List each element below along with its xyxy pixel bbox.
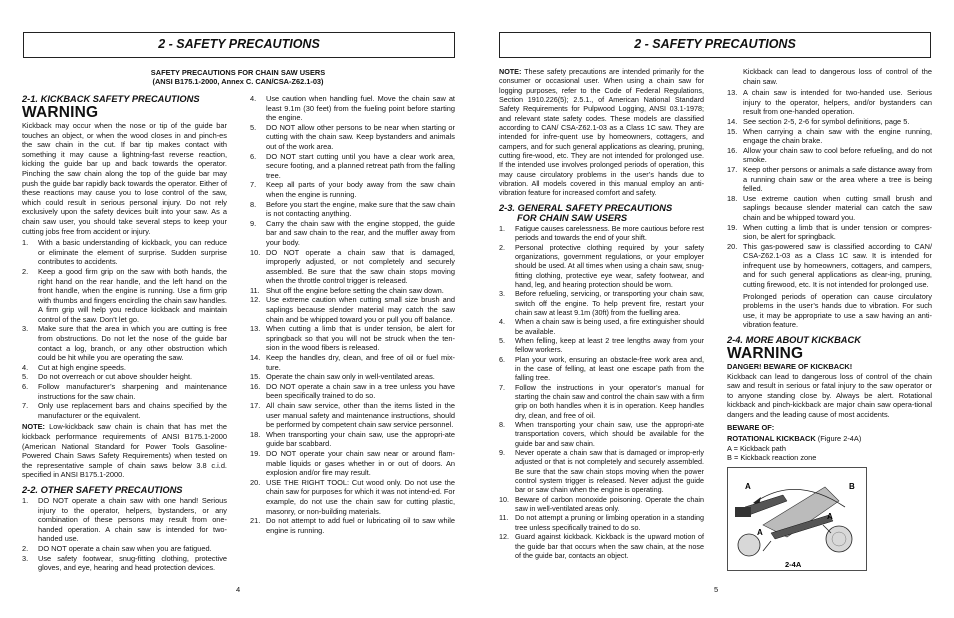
list-item [499,383,704,420]
list-item-number: 13. [250,324,261,334]
list-item [499,448,704,495]
list-item-number: 6. [22,382,29,392]
rotational-kickback-line [727,434,932,444]
list-item-number: 18. [250,429,261,439]
list-item-number: 1. [22,238,29,248]
item-12-continued: Kickback can lead to dangerous loss of control of the chain saw. [743,67,932,86]
list-item-text: Keep other persons or animals a safe distance away from a running chain saw or the area where a tree is being felled. [743,164,932,194]
list-item-text: Operate the chain saw only in well-ventilated areas. [266,372,435,382]
kickback-paragraph: Kickback may occur when the nose or tip of the guide bar touches an object, or when the wood closes in and pinch-es the saw chain in the cut. If bar tip makes contact with something it may cause a lightning-fast reverse reaction, kicking the guide bar up and back towards the operator. Pinching the saw chain along the top of the guide bar may push the guide bar rapidly back towards the operator. Either of these reactions may cause you to lose control of the saw, which could result in serious personal injury. Do not rely exclusively upon the safety devices built into your saw. As a chain saw user, you should take several steps to keep your cutting jobs free from accident or injury. [22,121,227,236]
list-item-text: DO NOT operate a chain saw in a tree unless you have been specifically trained to do so. [266,381,455,401]
list-item [499,317,704,336]
warning-heading: WARNING [22,104,99,121]
list-item [499,289,704,317]
list-item [727,146,932,165]
list-item-text: Do not attempt a pruning or limbing operation in a standing tree unless specifically trained to do so. [515,513,704,532]
list-item-number: 6. [250,151,257,161]
list-item [22,544,227,554]
list-item [250,200,455,219]
list-item [250,248,455,286]
low-kickback-note [22,422,227,480]
list-item-text: When cutting a limb that is under tension, be alert for springback so that you will not be struck when the ten-sion in the wood fibers is released. [266,324,455,353]
list-item-number: 12. [499,532,509,542]
list-item [727,242,932,290]
list-item [727,165,932,194]
list-item-text: Shut off the engine before setting the chain saw down. [266,285,444,295]
section-2-3-heading [499,203,704,223]
right-column-2 [727,67,932,574]
list-item [499,336,704,355]
intro-standard: (ANSI B175.1-2000, Annex C. CAN/CSA-Z62.1-03) [152,77,324,86]
list-item-text: Do not attempt to add fuel or lubricating oil to saw while engine is running. [266,516,455,535]
list-item-number: 19. [250,448,261,458]
list-item-text: Cut at high engine speeds. [38,362,126,372]
list-item-number: 10. [499,494,509,504]
right-column-1 [499,67,704,562]
list-item-text: Fatigue causes carelessness. Be more cautious before rest periods and towards the end of your shift. [515,223,704,243]
section-2-3-line1: 2-3. GENERAL SAFETY PRECAUTIONS [499,202,673,213]
list-item [727,117,932,127]
list-item-number: 19. [727,222,738,232]
list-item-text: Never operate a chain saw that is damaged or improp-erly adjusted or that is not completely and securely assembled. Be sure that the saw chain stops moving when the power control system trigger is released. Never adjust the guide bar or saw chain when the engine is operating. [515,448,704,495]
list-item [250,372,455,382]
left-page-header: 2 - SAFETY PRECAUTIONS [23,32,455,58]
beware-label: BEWARE OF: [727,422,775,432]
list-item [250,516,455,535]
list-item-number: 14. [250,353,261,363]
list-item-text: Follow manufacturer’s sharpening and maintenance instructions for the saw chain. [38,382,227,401]
list-item [250,123,455,152]
list-item-number: 2. [499,242,505,252]
list-item [22,401,227,420]
list-item-text: When transporting your chain saw, use the appropri-ate guide bar scabbard. [266,429,455,449]
list-item-text: Before refueling, servicing, or transporting your chain saw, switch off the engine. To help prevent fire, restart your chain saw at least 9.1m (30ft) from the fuelling area. [515,289,704,317]
list-item-number: 7. [499,382,505,392]
list-item-text: When cutting a limb that is under tension or compres-sion, be alert for springback. [743,222,932,242]
saw-body-upper [735,507,751,517]
list-item-text: Keep the handles dry, clean, and free of oil or fuel mix-ture. [266,353,455,372]
figure-label-a-right: A [827,511,833,521]
general-safety-list [499,224,704,560]
left-intro [22,68,454,86]
rotational-kickback-label: ROTATIONAL KICKBACK [727,434,816,444]
list-item [250,94,455,123]
list-item-number: 11. [499,513,509,523]
list-item-text: When felling, keep at least 2 tree lengths away from your fellow workers. [515,335,704,355]
list-item [22,554,227,573]
list-item [22,372,227,382]
list-item-number: 4. [22,362,29,372]
list-item-text: Use caution when handling fuel. Move the chain saw at least 9.1m (30 feet) from the fueling point before starting the engine. [266,94,455,123]
list-item-text: Allow your chain saw to cool before refueling, and do not smoke. [743,145,932,165]
list-item-number: 20. [250,477,261,487]
page-number: 4 [236,585,241,594]
item-20-continued: Prolonged periods of operation can cause circulatory problems in the user’s hands due to vibration. For such use, it may be appropriate to use a saw having an anti-vibration feature. [743,291,932,330]
list-item [727,194,932,223]
list-item [250,152,455,181]
list-item-number: 13. [727,88,738,98]
legend-b: B = Kickback reaction zone [727,453,817,463]
logging-note [499,67,704,198]
list-item-number: 8. [250,199,257,209]
figure-caption: 2-4A [785,559,802,569]
list-item-text: DO NOT operate a chain saw with one hand! Serious injury to the operator, helpers, bystanders, or any combination of these persons may result from one-handed operation. A chain saw is intended for two-handed use. [38,495,227,544]
list-item-number: 5. [499,335,505,345]
list-item-text: See section 2-5, 2-6 for symbol definitions, page 5. [743,116,910,126]
list-item [499,495,704,514]
list-item-number: 20. [727,241,738,251]
list-item [727,223,932,242]
list-item [499,243,704,290]
section-2-4-heading: 2-4. MORE ABOUT KICKBACK [727,335,861,346]
list-item-number: 15. [727,126,738,136]
list-item-number: 10. [250,247,261,257]
list-item-number: 8. [499,420,505,430]
list-item-text: Keep all parts of your body away from the saw chain when the engine is running. [266,180,455,199]
kickback-list [22,238,227,420]
list-item [22,363,227,373]
list-item-text: DO NOT operate a chain saw that is damaged, improperly adjusted, or not completely and securely assembled. Be sure that the saw chain stops moving when the throttle control trigger is released. [266,247,455,286]
list-item-text: Plan your work, ensuring an obstacle-free work area and, in the case of felling, at least one escape path from the falling tree. [515,354,704,383]
list-item [250,382,455,401]
danger-line: DANGER! BEWARE OF KICKBACK! [727,362,853,372]
right-page-header: 2 - SAFETY PRECAUTIONS [499,32,931,58]
list-item [499,513,704,532]
page-number: 5 [714,585,719,594]
list-item-number: 7. [250,180,257,190]
list-item-text: When a chain saw is being used, a fire extinguisher should be available. [515,317,704,336]
warning-heading: WARNING [727,345,804,363]
list-item-text: Personal protective clothing required by your safety organizations, government regulations, or your employer should be used. At all times when using a chain saw, snug-fitting clothing, protective eye wear, safety footwear, and hand, leg, and hearing protection should be worn. [515,242,704,289]
section-2-2-heading: 2-2. OTHER SAFETY PRECAUTIONS [22,484,183,495]
list-item-text: A chain saw is intended for two-handed use. Serious injury to the operator, helpers, and/or bystanders can result from one-handed operation. [743,88,932,117]
note-text: These safety precautions are intended primarily for the consumer or occasional user. When using a chain saw for logging purposes, refer to the Code of Federal Regulations, Section 1910.226(5); 2.5.1., of American National Standard Safety Requirements for Pulpwood Logging, ANSI 03.1-1978; and relevant state safety codes. These models are classified according to CAN/ CSA-Z62.1-03 as a Class 1C saw. They are intended for infre-quent use by homeowners, cottagers, and campers, and for such general applications as clearing, pruning, cutting fire-wood, etc. They are not intended for prolonged use. If the intended use involves prolonged periods of operation, this may cause circulatory problems in the user’s hands due to vibration. All models covered in this manual employ an anti-vibration feature for increased comfort and safety. [499,67,704,198]
list-item [250,353,455,372]
list-item-number: 5. [250,122,257,132]
list-item-text: DO NOT start cutting until you have a clear work area, secure footing, and a planned retreat path from the falling tree. [266,151,455,180]
list-item-text: This gas-powered saw is classified according to CAN/ CSA-Z62.1-03 as a Class 1C saw. It is intended for infrequent use by homeowners, cottagers, and campers, and for such general applications as clear-ing, pruning, cutting firewood, etc. It is not intended for prolonged use. [743,241,932,290]
intro-title: SAFETY PRECAUTIONS FOR CHAIN SAW USERS [150,68,326,77]
list-item-number: 6. [499,354,505,364]
figure-label-a-left: A [757,527,763,537]
list-item [250,449,455,478]
right-page [477,0,954,618]
list-item-number: 11. [250,285,260,295]
left-column-2 [250,94,455,537]
list-item [250,219,455,248]
list-item [250,478,455,516]
list-item-text: When carrying a chain saw with the engine running, engage the chain brake. [743,126,932,146]
list-item-text: DO NOT operate a chain saw when you are fatigued. [38,543,212,553]
figure-reference: (Figure 2-4A) [815,434,862,444]
list-item-number: 17. [727,164,738,174]
log-end [826,526,852,552]
list-item [22,324,227,362]
list-item-number: 15. [250,372,261,382]
list-item [499,420,704,448]
list-item [499,355,704,383]
list-item-text: Do not overreach or cut above shoulder height. [38,372,193,382]
figure-2-4a [727,467,932,574]
list-item [250,324,455,353]
list-item-text: Only use replacement bars and chains specified by the manufacturer or the equivalent. [38,401,227,420]
list-item [22,382,227,401]
list-item-number: 1. [499,223,505,233]
list-item-number: 14. [727,116,738,126]
list-item-text: DO NOT operate your chain saw near or around flam-mable liquids or gases whether in or out of doors. An explosion and/or fire may result. [266,448,455,478]
list-item-text: Use extreme caution when cutting small size brush and saplings because slender material may catch the saw chain and be whipped toward you or pull you off balance. [266,295,455,324]
list-item-number: 21. [250,516,261,526]
list-item-text: Use extreme caution when cutting small brush and saplings because slender material can catch the saw chain and be whipped toward you. [743,193,932,222]
list-item-text: Follow the instructions in your operator’s manual for starting the chain saw and control the chain saw with a firm grip on both handles when it is in operation. Keep handles dry, clean, and free of oil. [515,382,704,420]
list-item-number: 9. [250,218,257,228]
list-item [22,496,227,544]
list-item-number: 4. [250,94,257,103]
log-end-left [738,534,760,556]
kickback-paragraph: Kickback can lead to dangerous loss of control of the chain saw and result in serious or fatal injury to the saw operator or to anyone standing close by. Always be alert. Rotational kickback and pinch-kickback are major chain saw opera-tional dangers and the leading cause of most accidents. [727,371,932,419]
other-safety-list-continued [250,94,455,535]
other-safety-list [22,496,227,573]
list-item [499,532,704,560]
list-item-number: 4. [499,317,505,327]
list-item-number: 5. [22,372,29,382]
list-item-number: 1. [22,495,29,505]
list-item-text: USE THE RIGHT TOOL: Cut wood only. Do not use the chain saw for purposes for which it was not intend-ed. For example, do not use the chain saw for cutting plastic, masonry, or non-building materials. [266,477,455,516]
list-item-number: 2. [22,266,29,276]
list-item [727,88,932,117]
list-item-number: 16. [250,381,261,391]
list-item [250,430,455,449]
note-text: Low-kickback saw chain is chain that has met the kickback performance requirements of ANSI B175.1-2000 (American National Standard for Power Tools Gasoline-Powered Chain Saws Safety Requirements) when tested on the representative sample of chain saws below 3.8 c.i.d. specified in ANSI B175.1-2000. [22,422,227,480]
list-item-number: 2. [22,543,29,553]
list-item-text: Use safety footwear, snug-fitting clothing, protective gloves, and eye, hearing and head protection devices. [38,553,227,573]
list-item [22,267,227,325]
list-item-number: 18. [727,193,738,203]
list-item-text: Keep a good firm grip on the saw with both hands, the right hand on the rear handle, and the left hand on the front handle, when the engine is running. Use a firm grip with thumbs and fingers encircling the chain saw handles. A firm grip will help you reduce kickback and maintain control of the saw. Don’t let go. [38,266,227,324]
list-item [250,295,455,324]
section-2-1-heading: 2-1. KICKBACK SAFETY PRECAUTIONS [22,94,200,104]
list-item [499,224,704,243]
list-item-number: 3. [22,553,29,563]
list-item-number: 3. [499,289,505,299]
list-item-number: 3. [22,324,29,334]
list-item-text: Make sure that the area in which you are cutting is free from obstructions. Do not let the nose of the guide bar contact a log, branch, or any other obstruction which could be hit while you are operating the saw. [38,324,227,363]
list-item [727,127,932,146]
figure-label-b: B [849,481,855,491]
list-item [250,401,455,430]
list-item [250,180,455,199]
list-item-text: Beware of carbon monoxide poisoning. Operate the chain saw in well-ventilated areas only. [515,494,704,514]
list-item-text: When transporting your chain saw, use the appropri-ate transportation covers, which should be available for the guide bar and saw chain. [515,420,704,448]
list-item-number: 12. [250,295,261,305]
list-item-text: Carry the chain saw with the engine stopped, the guide bar and saw chain to the rear, and the muffler away from your body. [266,218,455,247]
legend-a: A = Kickback path [727,443,786,453]
list-item-text: Before you start the engine, make sure that the saw chain is not contacting anything. [266,199,455,219]
list-item-text: All chain saw service, other than the items listed in the user manual safety and maintenance instructions, should be performed by competent chain saw service personnel. [266,401,455,430]
list-item-number: 7. [22,401,29,411]
list-item-number: 9. [499,448,505,458]
general-safety-list-continued [727,88,932,289]
list-item [22,238,227,267]
note-label: NOTE: [499,67,522,76]
left-column-1 [22,94,227,575]
list-item-number: 16. [727,145,738,155]
list-item-text: DO NOT allow other persons to be near when starting or cutting with the chain saw. Keep bystanders and animals out of the work area. [266,122,455,151]
section-2-3-line2: FOR CHAIN SAW USERS [517,212,628,223]
list-item-text: Guard against kickback. Kickback is the upward motion of the guide bar that occurs when the saw chain, at the nose of the guide bar, contacts an object. [515,532,704,560]
kickback-figure-illustration [727,467,867,571]
list-item [250,286,455,296]
list-item-text: With a basic understanding of kickback, you can reduce or eliminate the element of surprise. Sudden surprise contributes to accidents. [38,238,227,267]
figure-label-a-top: A [745,481,751,491]
note-label: NOTE: [22,422,45,432]
list-item-number: 17. [250,401,261,410]
